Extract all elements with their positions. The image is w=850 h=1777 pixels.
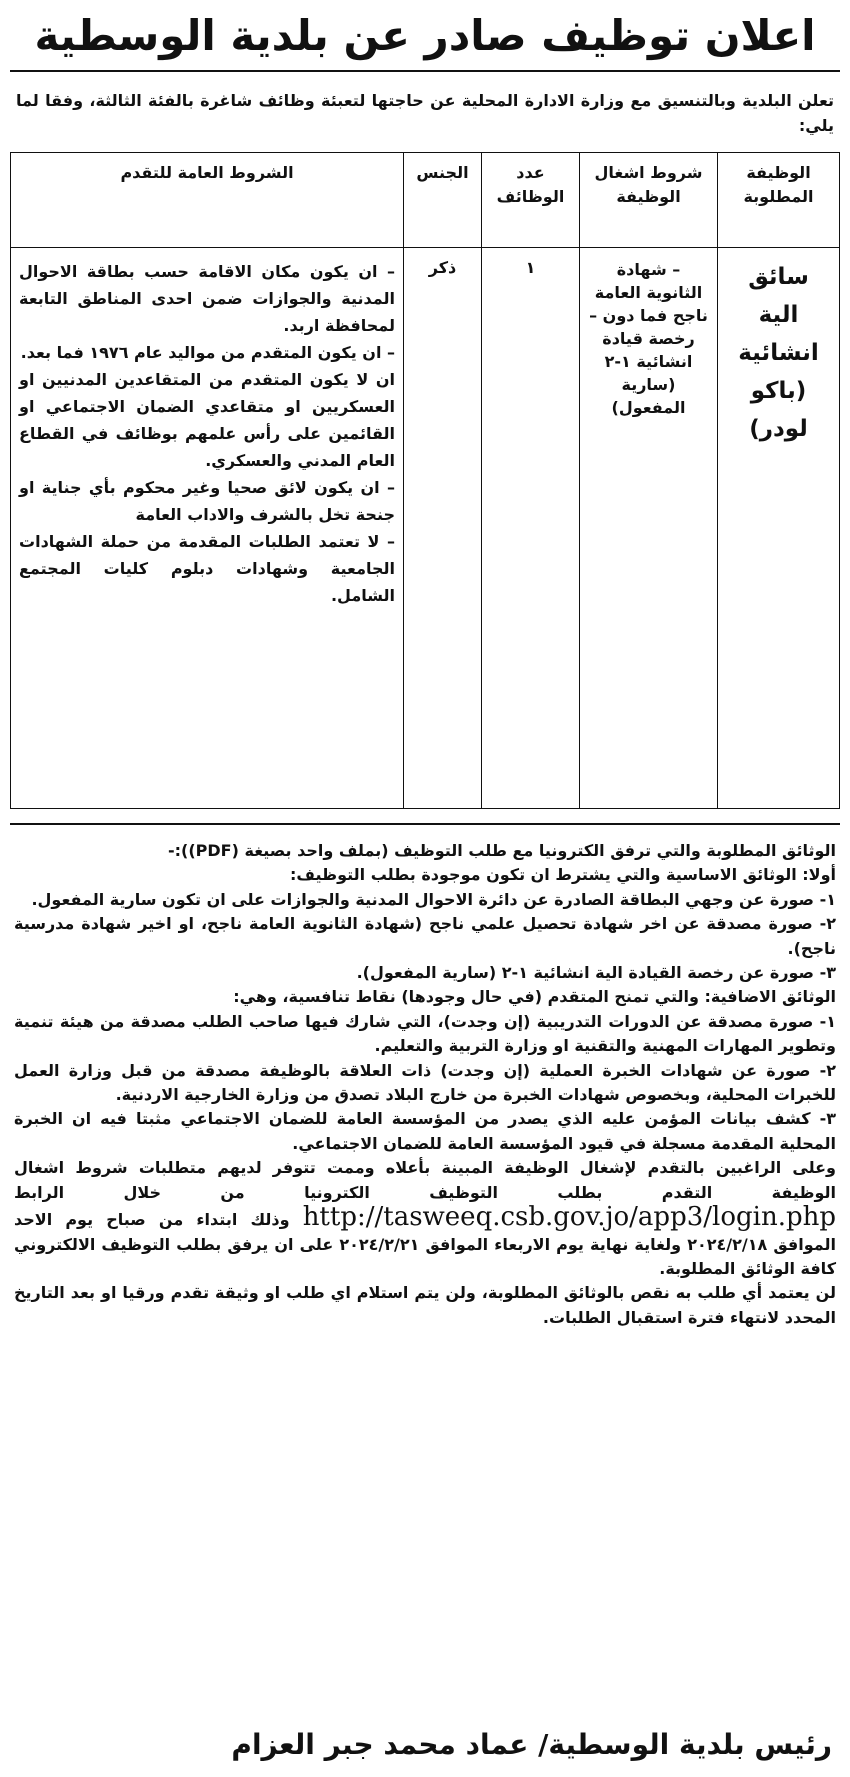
apply-instructions: [14, 1156, 836, 1281]
header-requirements: شروط اشغال الوظيفة: [580, 153, 718, 248]
closing-note: لن يعتمد أي طلب به نقص بالوثائق المطلوبة، ولن يتم استلام اي طلب او وثيقة تقدم ورقيا او بعد التاريخ المحدد لانتهاء فترة استقبال الطلبات.: [14, 1283, 836, 1327]
cell-job-requirements: – شهادة الثانوية العامة ناجح فما دون – رخصة قيادة انشائية ١-٢ (سارية المفعول): [580, 248, 718, 809]
apply-text: وعلى الراغبين بالتقدم لإشغال الوظيفة المبينة بأعلاه وممت تتوفر لديهم متطلبات شروط اشغال الوظيفة التقدم بطلب التوظيف الكترونيا من خلال الرابط: [14, 1158, 836, 1202]
documents-heading: الوثائق المطلوبة والتي ترفق الكترونيا مع طلب التوظيف (بملف واحد بصيغة (PDF)):-: [168, 841, 836, 860]
header-gender: الجنس: [404, 153, 482, 248]
table-row: [11, 248, 840, 809]
signature-line: رئيس بلدية الوسطية/ عماد محمد جبر العزام: [231, 1728, 832, 1761]
list-item: ٢- صورة عن شهادات الخبرة العملية (إن وجدت) ذات العلاقة بالوظيفة مصدقة من قبل وزارة العمل للخبرات المحلية، وبخصوص شهادات الخبرة من خارج البلاد تصدق من وزارة الخارجية الاردنية.: [14, 1060, 836, 1105]
page-title: اعلان توظيف صادر عن بلدية الوسطية: [34, 11, 816, 60]
condition-item: – لا تعتمد الطلبات المقدمة من حملة الشهادات الجامعية وشهادات دبلوم كليات المجتمع الشامل.: [19, 532, 395, 605]
application-dates: وذلك ابتداء من صباح يوم الاحد الموافق ٢٠٢٤/٢/١٨ ولغاية نهاية يوم الاربعاء الموافق ٢٠٢٤/٢/٢١ على ان يرفق بطلب التوظيف الالكتروني كافة الوثائق المطلوبة.: [14, 1210, 837, 1278]
title-divider: [10, 70, 840, 72]
header-job: الوظيفة المطلوبة: [718, 153, 840, 248]
cell-gender: ذكر: [404, 248, 482, 809]
cell-job-title: سائق الية انشائية (باكو لودر): [718, 248, 840, 809]
cell-job-count: ١: [482, 248, 580, 809]
header-conditions: الشروط العامة للتقدم: [11, 153, 404, 248]
table-header-row: [11, 153, 840, 248]
additional-documents-heading: الوثائق الاضافية: والتي تمنح المتقدم (في حال وجودها) نقاط تنافسية، وهي:: [233, 987, 836, 1007]
condition-item: – ان يكون المتقدم من مواليد عام ١٩٧٦ فما بعد.: [20, 343, 395, 362]
basic-documents-heading: أولا: الوثائق الاساسية والتي يشترط ان تكون موجودة بطلب التوظيف:: [290, 865, 836, 885]
documents-section: [10, 823, 840, 1330]
condition-item: ان لا يكون المتقدم من المتقاعدين المدنيين او العسكريين او متقاعدي الضمان الاجتماعي او القائمين على رأس علمهم بوظائف في القطاع العام المدني والعسكري.: [19, 370, 395, 470]
list-item: ١- صورة عن وجهي البطاقة الصادرة عن دائرة الاحوال المدنية والجوازات على ان تكون سارية المفعول.: [31, 889, 836, 909]
jobs-table: [10, 152, 840, 809]
intro-paragraph: تعلن البلدية وبالتنسيق مع وزارة الادارة المحلية عن حاجتها لتعبئة وظائف شاغرة بالفئة الثالثة، وفقا لما يلي:: [16, 91, 834, 135]
list-item: ٢- صورة مصدقة عن اخر شهادة تحصيل علمي ناجح (شهادة الثانوية العامة ناجح، او اخير شهادة مدرسية ناجح).: [14, 914, 836, 958]
cell-general-conditions: [11, 248, 404, 809]
header-count: عدد الوظائف: [482, 153, 580, 248]
list-item: ٣- كشف بيانات المؤمن عليه الذي يصدر من المؤسسة العامة للضمان الاجتماعي مثبتا فيه ان الخبرة المحلية المقدمة مسجلة في قيود المؤسسة العامة للضمان الاجتماعي.: [14, 1109, 836, 1153]
application-link[interactable]: http://tasweeq.csb.gov.jo/app3/login.php: [302, 1202, 836, 1233]
condition-item: – ان يكون لائق صحيا وغير محكوم بأي جناية او جنحة تخل بالشرف والاداب العامة: [19, 478, 395, 524]
list-item: ٣- صورة عن رخصة القيادة الية انشائية ١-٢ (سارية المفعول).: [356, 963, 836, 983]
list-item: ١- صورة مصدقة عن الدورات التدريبية (إن وجدت)، التي شارك فيها صاحب الطلب مصدقة من هيئة تنمية وتطوير المهارات المهنية والتقنية او وزارة التربية والتعليم.: [14, 1011, 836, 1056]
condition-item: – ان يكون مكان الاقامة حسب بطاقة الاحوال المدنية والجوازات ضمن احدى المناطق التابعة لمحافظة اربد.: [19, 262, 395, 335]
